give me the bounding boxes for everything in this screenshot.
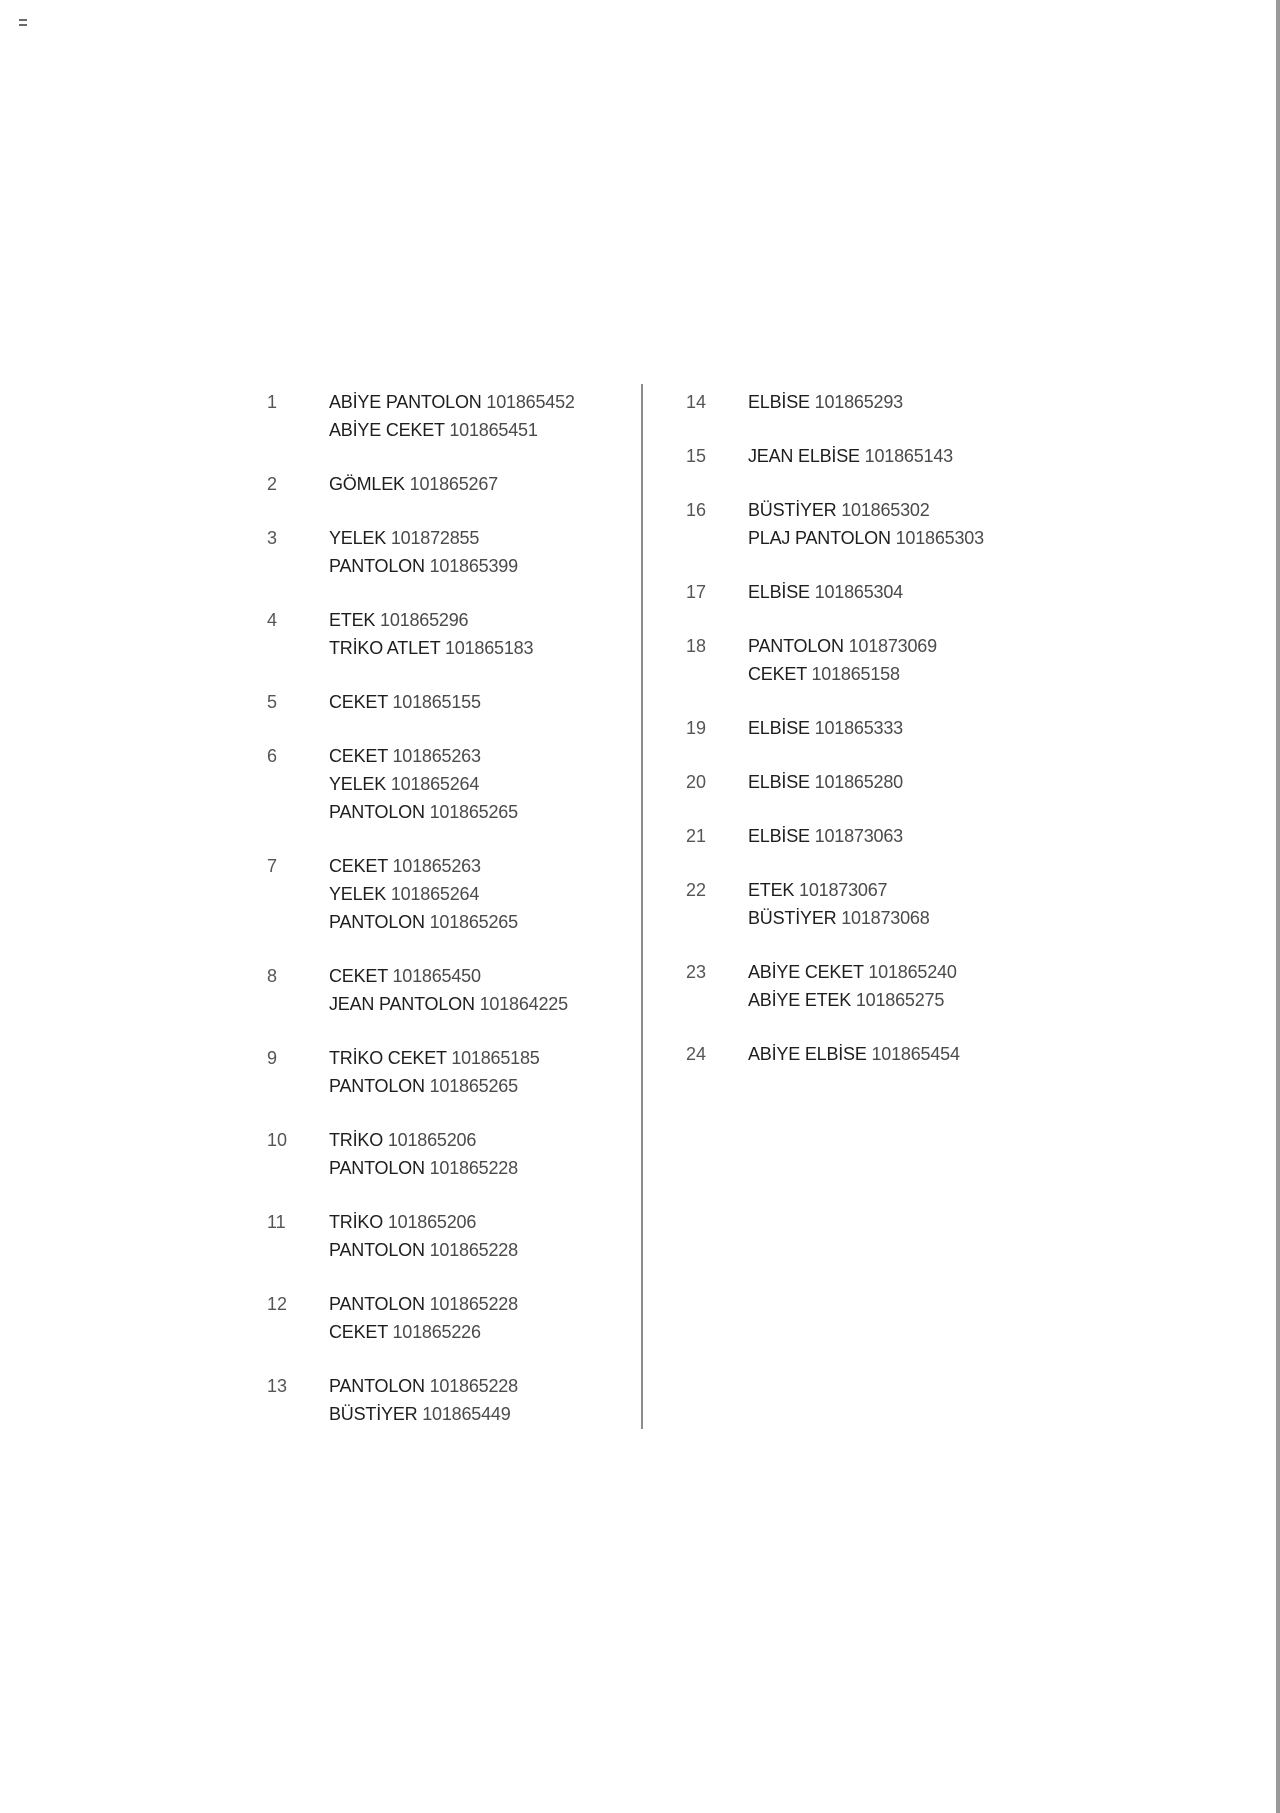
item-products	[329, 688, 637, 716]
page-edge	[1276, 0, 1280, 1813]
product-code: 101865296	[380, 610, 469, 630]
product-code: 101865228	[429, 1158, 518, 1178]
product-line	[748, 388, 1086, 416]
product-line	[329, 1400, 637, 1428]
item-number: 22	[686, 880, 707, 900]
product-line	[329, 1126, 637, 1154]
item-products	[748, 714, 1086, 742]
product-name: ABİYE PANTOLON	[329, 392, 482, 412]
product-line	[329, 1154, 637, 1182]
product-code: 101872855	[390, 528, 480, 548]
product-code: 101865333	[814, 718, 903, 738]
item-products	[748, 768, 1086, 796]
list-item	[267, 962, 637, 1018]
product-line	[329, 1072, 637, 1100]
list-item	[267, 688, 637, 716]
product-line	[329, 990, 637, 1018]
product-code: 101865158	[811, 664, 900, 684]
item-number: 4	[267, 610, 278, 630]
item-number: 10	[267, 1130, 288, 1150]
product-code: 101865206	[387, 1130, 477, 1150]
product-name: TRİKO ATLET	[329, 638, 441, 658]
item-products	[329, 1372, 637, 1428]
product-line	[748, 660, 1086, 688]
product-code: 101865280	[814, 772, 903, 792]
product-name: PANTOLON	[748, 636, 844, 656]
product-line	[748, 1040, 1086, 1068]
product-name: PLAJ PANTOLON	[748, 528, 891, 548]
product-name: PANTOLON	[329, 1076, 425, 1096]
product-name: PANTOLON	[329, 1376, 425, 1396]
product-name: ABİYE CEKET	[329, 420, 445, 440]
list-item	[686, 632, 1086, 688]
product-list-left	[267, 388, 637, 1454]
list-item	[267, 606, 637, 662]
product-line	[329, 1318, 637, 1346]
item-number: 8	[267, 966, 278, 986]
product-name: ELBİSE	[748, 718, 810, 738]
product-name: CEKET	[329, 746, 388, 766]
product-name: PANTOLON	[329, 1294, 425, 1314]
product-code: 101865155	[392, 692, 481, 712]
product-line	[329, 962, 637, 990]
list-item	[267, 1372, 637, 1428]
product-name: PANTOLON	[329, 1158, 425, 1178]
list-item	[267, 1126, 637, 1182]
product-name: YELEK	[329, 774, 387, 794]
item-products	[748, 1040, 1086, 1068]
product-list-right	[686, 388, 1086, 1094]
product-line	[748, 578, 1086, 606]
product-code: 101865450	[392, 966, 481, 986]
product-line	[329, 688, 637, 716]
product-line	[329, 880, 637, 908]
menu-icon[interactable]	[19, 19, 27, 26]
product-name: TRİKO CEKET	[329, 1048, 447, 1068]
product-name: TRİKO	[329, 1212, 384, 1232]
item-products	[748, 442, 1086, 470]
product-name: CEKET	[329, 856, 388, 876]
item-number: 15	[686, 446, 707, 466]
product-code: 101865185	[451, 1048, 540, 1068]
list-item	[686, 714, 1086, 742]
product-name: ELBİSE	[748, 826, 810, 846]
product-line	[748, 986, 1086, 1014]
item-products	[329, 1290, 637, 1346]
list-item	[686, 768, 1086, 796]
list-item	[686, 958, 1086, 1014]
product-line	[748, 904, 1086, 932]
item-number: 24	[686, 1044, 707, 1064]
product-name: JEAN PANTOLON	[329, 994, 475, 1014]
product-line	[329, 606, 637, 634]
item-number: 23	[686, 962, 707, 982]
item-products	[329, 1126, 637, 1182]
product-line	[329, 770, 637, 798]
product-code: 101865265	[429, 1076, 518, 1096]
item-number: 3	[267, 528, 278, 548]
product-code: 101865206	[387, 1212, 477, 1232]
column-divider	[641, 384, 643, 1429]
product-line	[329, 742, 637, 770]
product-code: 101873067	[799, 880, 888, 900]
product-code: 101865302	[841, 500, 930, 520]
product-code: 101873069	[848, 636, 937, 656]
product-line	[329, 552, 637, 580]
product-code: 101873063	[814, 826, 903, 846]
product-line	[329, 470, 637, 498]
product-line	[329, 908, 637, 936]
product-code: 101865228	[429, 1240, 518, 1260]
item-number: 1	[267, 392, 278, 412]
item-number: 6	[267, 746, 278, 766]
product-name: CEKET	[329, 966, 388, 986]
product-name: ELBİSE	[748, 582, 810, 602]
product-line	[329, 798, 637, 826]
product-code: 101865263	[392, 856, 481, 876]
product-code: 101865452	[486, 392, 575, 412]
item-number: 20	[686, 772, 707, 792]
item-products	[748, 958, 1086, 1014]
product-code: 101873068	[841, 908, 930, 928]
product-name: CEKET	[329, 692, 388, 712]
item-products	[748, 632, 1086, 688]
product-code: 101865267	[409, 474, 498, 494]
product-code: 101865265	[429, 802, 518, 822]
list-item	[267, 852, 637, 936]
product-name: PANTOLON	[329, 912, 425, 932]
list-item	[267, 1208, 637, 1264]
product-code: 101865263	[392, 746, 481, 766]
product-name: ABİYE ETEK	[748, 990, 852, 1010]
product-code: 101865226	[392, 1322, 481, 1342]
list-item	[686, 442, 1086, 470]
item-products	[748, 578, 1086, 606]
product-line	[329, 1044, 637, 1072]
list-item	[686, 496, 1086, 552]
product-line	[748, 524, 1086, 552]
product-name: ABİYE ELBİSE	[748, 1044, 867, 1064]
product-name: BÜSTİYER	[329, 1404, 418, 1424]
item-number: 18	[686, 636, 707, 656]
product-name: ABİYE CEKET	[748, 962, 864, 982]
item-products	[748, 496, 1086, 552]
item-products	[329, 524, 637, 580]
product-name: CEKET	[329, 1322, 388, 1342]
product-code: 101865451	[449, 420, 538, 440]
list-item	[686, 388, 1086, 416]
product-code: 101865143	[864, 446, 953, 466]
item-number: 13	[267, 1376, 288, 1396]
product-name: PANTOLON	[329, 556, 425, 576]
product-code: 101865264	[390, 884, 480, 904]
product-code: 101865275	[855, 990, 945, 1010]
item-products	[329, 742, 637, 826]
item-number: 7	[267, 856, 278, 876]
product-line	[748, 822, 1086, 850]
product-line	[748, 958, 1086, 986]
product-code: 101865240	[868, 962, 957, 982]
item-number: 9	[267, 1048, 278, 1068]
list-item	[267, 524, 637, 580]
product-name: ELBİSE	[748, 392, 810, 412]
product-line	[748, 496, 1086, 524]
item-products	[329, 606, 637, 662]
product-line	[329, 1236, 637, 1264]
product-code: 101865304	[814, 582, 903, 602]
product-name: ETEK	[748, 880, 795, 900]
product-line	[329, 524, 637, 552]
product-name: PANTOLON	[329, 802, 425, 822]
item-number: 14	[686, 392, 707, 412]
product-name: YELEK	[329, 884, 387, 904]
product-name: GÖMLEK	[329, 474, 405, 494]
list-item	[267, 1044, 637, 1100]
item-number: 12	[267, 1294, 288, 1314]
product-line	[748, 632, 1086, 660]
item-number: 19	[686, 718, 707, 738]
item-products	[329, 1044, 637, 1100]
product-name: BÜSTİYER	[748, 908, 837, 928]
product-name: ETEK	[329, 610, 376, 630]
item-number: 11	[267, 1212, 286, 1232]
item-products	[329, 852, 637, 936]
list-item	[267, 1290, 637, 1346]
list-item	[686, 578, 1086, 606]
product-code: 101865303	[895, 528, 984, 548]
product-code: 101865399	[429, 556, 518, 576]
product-line	[748, 768, 1086, 796]
item-products	[329, 388, 637, 444]
list-item	[267, 470, 637, 498]
product-code: 101865183	[444, 638, 534, 658]
product-name: TRİKO	[329, 1130, 384, 1150]
product-code: 101865449	[422, 1404, 511, 1424]
item-products	[748, 388, 1086, 416]
product-line	[329, 416, 637, 444]
product-line	[329, 1290, 637, 1318]
item-number: 5	[267, 692, 278, 712]
list-item	[267, 388, 637, 444]
product-code: 101865264	[390, 774, 480, 794]
product-line	[329, 1208, 637, 1236]
product-code: 101864225	[479, 994, 568, 1014]
product-code: 101865228	[429, 1294, 518, 1314]
list-item	[686, 822, 1086, 850]
item-number: 21	[686, 826, 707, 846]
product-name: JEAN ELBİSE	[748, 446, 860, 466]
product-line	[748, 442, 1086, 470]
product-name: YELEK	[329, 528, 387, 548]
list-item	[267, 742, 637, 826]
product-name: ELBİSE	[748, 772, 810, 792]
product-line	[748, 714, 1086, 742]
item-products	[329, 962, 637, 1018]
item-products	[329, 470, 637, 498]
product-code: 101865265	[429, 912, 518, 932]
product-name: CEKET	[748, 664, 807, 684]
product-code: 101865454	[871, 1044, 960, 1064]
product-code: 101865293	[814, 392, 903, 412]
list-item	[686, 876, 1086, 932]
item-products	[748, 822, 1086, 850]
product-code: 101865228	[429, 1376, 518, 1396]
product-line	[329, 852, 637, 880]
product-line	[329, 634, 637, 662]
product-line	[748, 876, 1086, 904]
list-item	[686, 1040, 1086, 1068]
item-products	[329, 1208, 637, 1264]
item-number: 16	[686, 500, 707, 520]
item-number: 2	[267, 474, 278, 494]
product-line	[329, 1372, 637, 1400]
item-number: 17	[686, 582, 707, 602]
product-name: BÜSTİYER	[748, 500, 837, 520]
item-products	[748, 876, 1086, 932]
product-line	[329, 388, 637, 416]
product-name: PANTOLON	[329, 1240, 425, 1260]
